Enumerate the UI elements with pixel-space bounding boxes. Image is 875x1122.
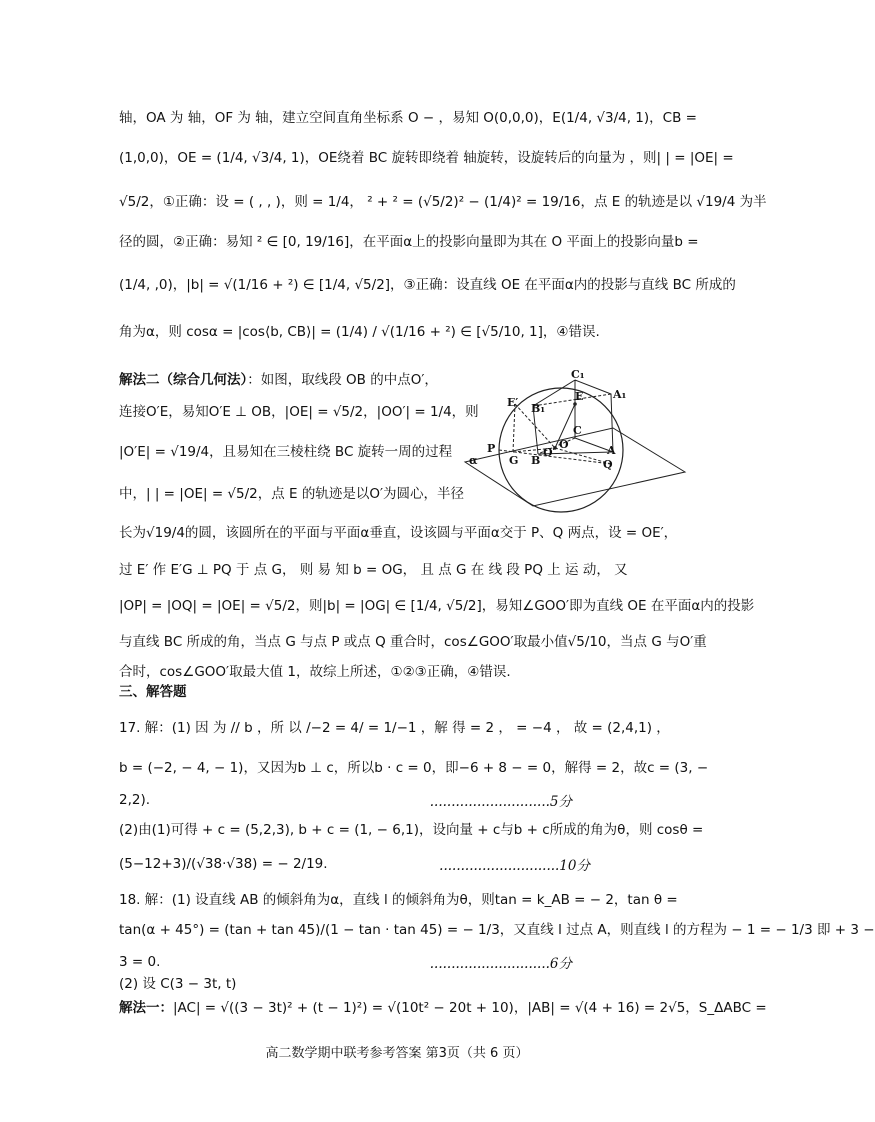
line-25: (2) 设 C(3 − 3t, t): [119, 976, 237, 992]
line-10: 中，| | = |OE| = √5/2，点 E 的轨迹是以O′为圆心，半径: [119, 486, 465, 502]
label-a1: A₁: [613, 388, 627, 401]
label-alpha: α: [469, 454, 478, 467]
method-one-heading: 解法一：: [119, 1000, 173, 1016]
line-20: (2)由(1)可得 + c = (5,2,3), b + c = (1, − 6,1)，设向量 + c与b + c所成的角为θ，则 cosθ =: [119, 822, 704, 838]
method-two-heading: 解法二（综合几何法）: [119, 372, 248, 388]
line-6: 角为α，则 cosα = |cos⟨b, CB⟩| = (1/4) / √(1/16 + ²) ∈ [√5/10, 1]，④错误.: [119, 324, 600, 340]
line-1: 轴，OA 为 轴，OF 为 轴，建立空间直角坐标系 O − ，易知 O(0,0,0)，E(1/4, √3/4, 1)，CB =: [119, 110, 697, 126]
line-2: (1,0,0)，OE = (1/4, √3/4, 1)，OE绕着 BC 旋转即绕着 轴旋转，设旋转后的向量为 ，则| | = |OE| =: [119, 150, 734, 166]
label-c: C: [573, 424, 582, 437]
line-4: 径的圆，②正确：易知 ² ∈ [0, 19/16]，在平面α上的投影向量即为其在 O 平面上的投影向量b =: [119, 234, 699, 250]
line-13: |OP| = |OQ| = |OE| = √5/2，则|b| = |OG| ∈ [1/4, √5/2]，易知∠GOO′即为直线 OE 在平面α内的投影: [119, 598, 755, 614]
label-b1: B₁: [531, 402, 546, 415]
score-10: ............................10分: [439, 858, 590, 874]
label-b: B: [531, 454, 541, 467]
line-12: 过 E′ 作 E′G ⊥ PQ 于 点 G， 则 易 知 b = OG， 且 点 G 在 线 段 PQ 上 运 动， 又: [119, 562, 628, 578]
label-o: O: [559, 438, 569, 451]
line-5: (1/4, ,0)，|b| = √(1/16 + ²) ∈ [1/4, √5/2]，③正确：设直线 OE 在平面α内的投影与直线 BC 所成的: [119, 277, 736, 293]
line-24: 3 = 0.: [119, 954, 161, 970]
label-a: A: [607, 444, 616, 457]
label-q: Q: [603, 458, 613, 471]
label-c1: C₁: [571, 368, 585, 381]
label-p: P: [487, 442, 496, 455]
line-17: 17. 解：(1) 因 为 // b ，所 以 /−2 = 4/ = 1/−1 ，解 得 = 2 ， = −4 ， 故 = (2,4,1) ，: [119, 720, 670, 736]
method-one-text: |AC| = √((3 − 3t)² + (t − 1)²) = √(10t² − 20t + 10)，|AB| = √(4 + 16) = 2√5，S_ΔABC =: [173, 1000, 767, 1016]
geometry-figure-svg: [463, 368, 688, 516]
score-6: ............................6分: [429, 956, 572, 972]
section-heading-answers: 三、解答题: [119, 684, 187, 700]
line-19: 2,2).: [119, 792, 151, 808]
line-8: 连接O′E，易知O′E ⊥ OB，|OE| = √5/2，|OO′| = 1/4，则: [119, 404, 479, 420]
line-21: (5−12+3)/(√38·√38) = − 2/19.: [119, 856, 328, 872]
line-22: 18. 解：(1) 设直线 AB 的倾斜角为α，直线 l 的倾斜角为θ，则tan = k_AB = − 2，tan θ =: [119, 892, 678, 908]
label-e-prime: E′: [507, 396, 519, 409]
line-23: tan(α + 45°) = (tan + tan 45)/(1 − tan · tan 45) = − 1/3，又直线 l 过点 A，则直线 l 的方程为 − 1 = − 1/3 即 + 3 −: [119, 922, 875, 938]
geometry-figure: [463, 368, 688, 516]
line-18: b = (−2, − 4, − 1)，又因为b ⊥ c，所以b · c = 0，即−6 + 8 − = 0，解得 = 2，故c = (3, −: [119, 760, 709, 776]
line-14: 与直线 BC 所成的角，当点 G 与点 P 或点 Q 重合时，cos∠GOO′取最小值√5/10，当点 G 与O′重: [119, 634, 707, 650]
line-3: √5/2，①正确：设 = ( , , )，则 = 1/4， ² + ² = (√5/2)² − (1/4)² = 19/16，点 E 的轨迹是以 √19/4 为半: [119, 194, 767, 210]
line-7: [119, 370, 454, 390]
line-11: 长为√19/4的圆，该圆所在的平面与平面α垂直，设该圆与平面α交于 P、Q 两点，设 = OE′，: [119, 525, 678, 541]
method-two-text: ：如图，取线段 OB 的中点O′，: [247, 372, 438, 388]
label-o-prime: O′: [543, 446, 556, 459]
line-15: 合时，cos∠GOO′取最大值 1，故综上所述，①②③正确，④错误.: [119, 664, 511, 680]
line-9: |O′E| = √19/4，且易知在三棱柱绕 BC 旋转一周的过程: [119, 444, 453, 460]
label-e: E: [575, 390, 584, 403]
page-footer: 高二数学期中联考参考答案 第3页（共 6 页）: [265, 1046, 529, 1061]
score-5: ............................5分: [429, 794, 572, 810]
label-g: G: [509, 454, 519, 467]
line-26: [119, 998, 767, 1018]
